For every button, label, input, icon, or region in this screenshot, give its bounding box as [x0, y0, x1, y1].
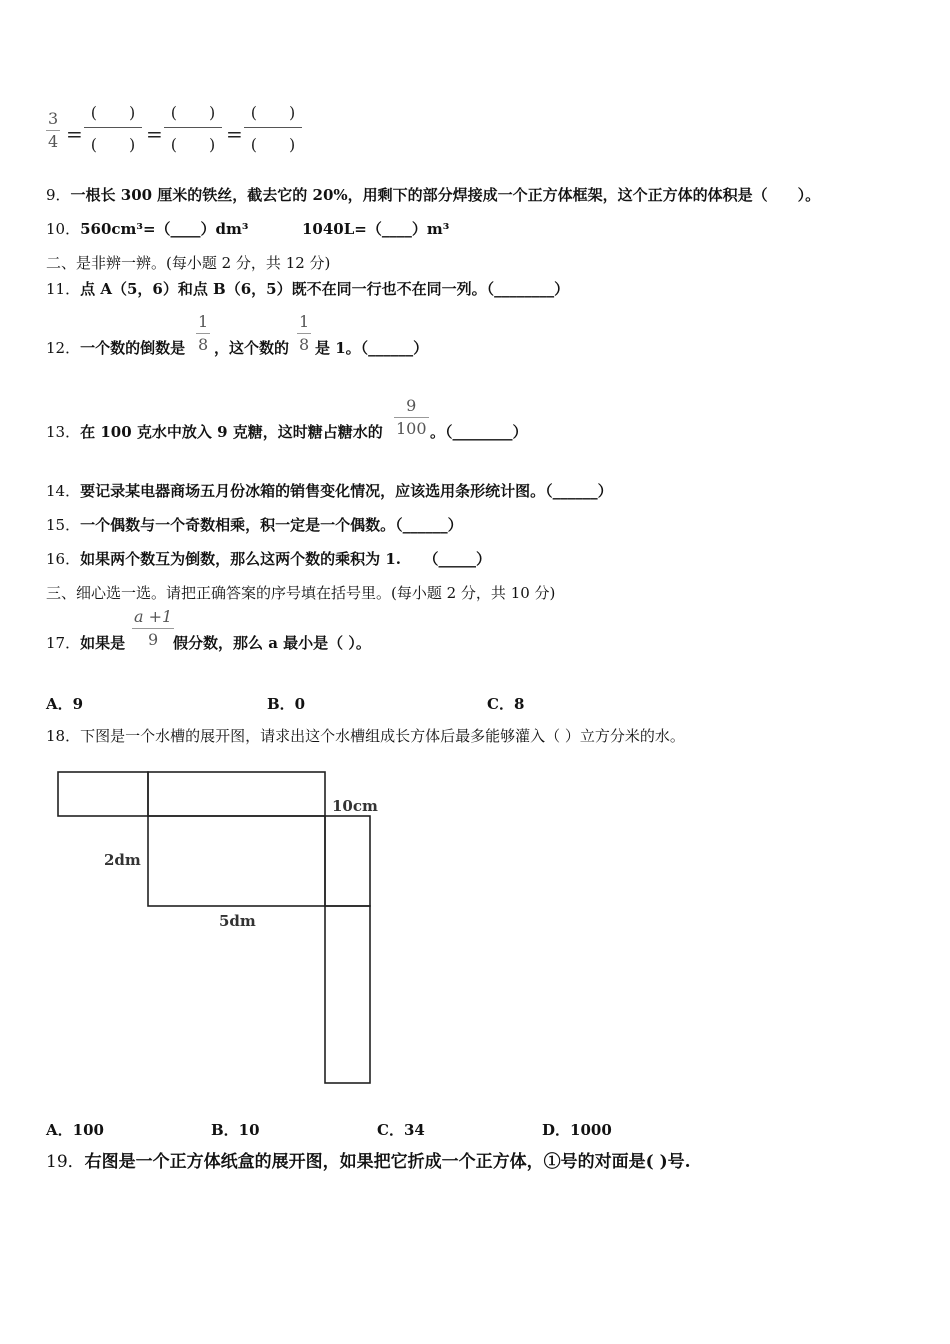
- label-2dm: 2dm: [104, 851, 141, 869]
- net-face-top: [148, 772, 325, 816]
- question-12-mid: ，这个数的: [214, 339, 290, 357]
- question-17-end: 假分数，那么 a 最小是（ ）。: [173, 634, 371, 652]
- fraction-numerator: 3: [48, 109, 59, 128]
- equals-sign: =: [66, 122, 83, 146]
- question-11: 11．点 A（5，6）和点 B（6，5）既不在同一行也不在同一列。（________）: [46, 280, 570, 298]
- q18-option-b[interactable]: B．10: [211, 1121, 260, 1139]
- question-13: 13．在 100 克水中放入 9 克糖，这时糖占糖水的: [46, 423, 383, 441]
- q17-option-a[interactable]: A．9: [46, 695, 84, 713]
- q18-option-d[interactable]: D．1000: [542, 1121, 612, 1139]
- label-5dm: 5dm: [219, 912, 256, 930]
- fraction-one-eighth: 1 8: [299, 312, 310, 354]
- fraction-denominator: 4: [48, 132, 59, 151]
- question-18: 18．下图是一个水槽的展开图，请求出这个水槽组成长方体后最多能够灌入（ ）立方分米的水。: [46, 727, 685, 745]
- fraction-one-eighth: 1 8: [198, 312, 209, 354]
- question-13-end: 。（________）: [430, 423, 528, 441]
- section-3-heading: 三、细心选一选。请把正确答案的序号填在括号里。(每小题 2 分，共 10 分): [46, 584, 556, 602]
- question-12: 12．一个数的倒数是: [46, 339, 186, 357]
- net-face-long-side: [325, 906, 370, 1083]
- question-10: 10．560cm³=（____）dm³: [46, 220, 249, 238]
- q17-option-b[interactable]: B．0: [267, 695, 306, 713]
- q18-option-a[interactable]: A．100: [46, 1121, 104, 1139]
- question-12-end: 是 1。（______）: [315, 339, 429, 357]
- q18-option-c[interactable]: C．34: [377, 1121, 425, 1139]
- question-17: 17．如果是: [46, 634, 126, 652]
- question-19: 19．右图是一个正方体纸盒的展开图，如果把它折成一个正方体，①号的对面是( )号.: [46, 1152, 691, 1172]
- fraction-a-plus-one-over-nine: a +1 9: [134, 607, 173, 649]
- label-10cm: 10cm: [332, 797, 378, 815]
- question-9: 9．一根长 300 厘米的铁丝，截去它的 20%，用剩下的部分焊接成一个正方体框架，这个正方体的体积是（ ）。: [46, 186, 821, 204]
- net-face-side: [325, 816, 370, 906]
- blank-fraction-2[interactable]: ( ) ( ): [164, 100, 222, 155]
- net-face-bottom: [148, 816, 325, 906]
- question-15: 15．一个偶数与一个奇数相乘，积一定是一个偶数。（______）: [46, 516, 463, 534]
- equals-sign: =: [226, 122, 243, 146]
- blank-fraction-3[interactable]: ( ) ( ): [244, 100, 302, 155]
- question-10-part2: 1040L=（____）m³: [302, 220, 450, 238]
- net-face-top-left: [58, 772, 148, 816]
- question-14: 14．要记录某电器商场五月份冰箱的销售变化情况，应该选用条形统计图。（______）: [46, 482, 613, 500]
- fraction-nine-hundredths: 9 100: [396, 396, 427, 438]
- section-2-heading: 二、是非辨一辨。(每小题 2 分，共 12 分): [46, 254, 331, 272]
- question-16: 16．如果两个数互为倒数，那么这两个数的乘积为 1. （_____）: [46, 550, 491, 568]
- q17-option-c[interactable]: C．8: [487, 695, 525, 713]
- equals-sign: =: [146, 122, 163, 146]
- blank-fraction-1[interactable]: ( ) ( ): [84, 100, 142, 155]
